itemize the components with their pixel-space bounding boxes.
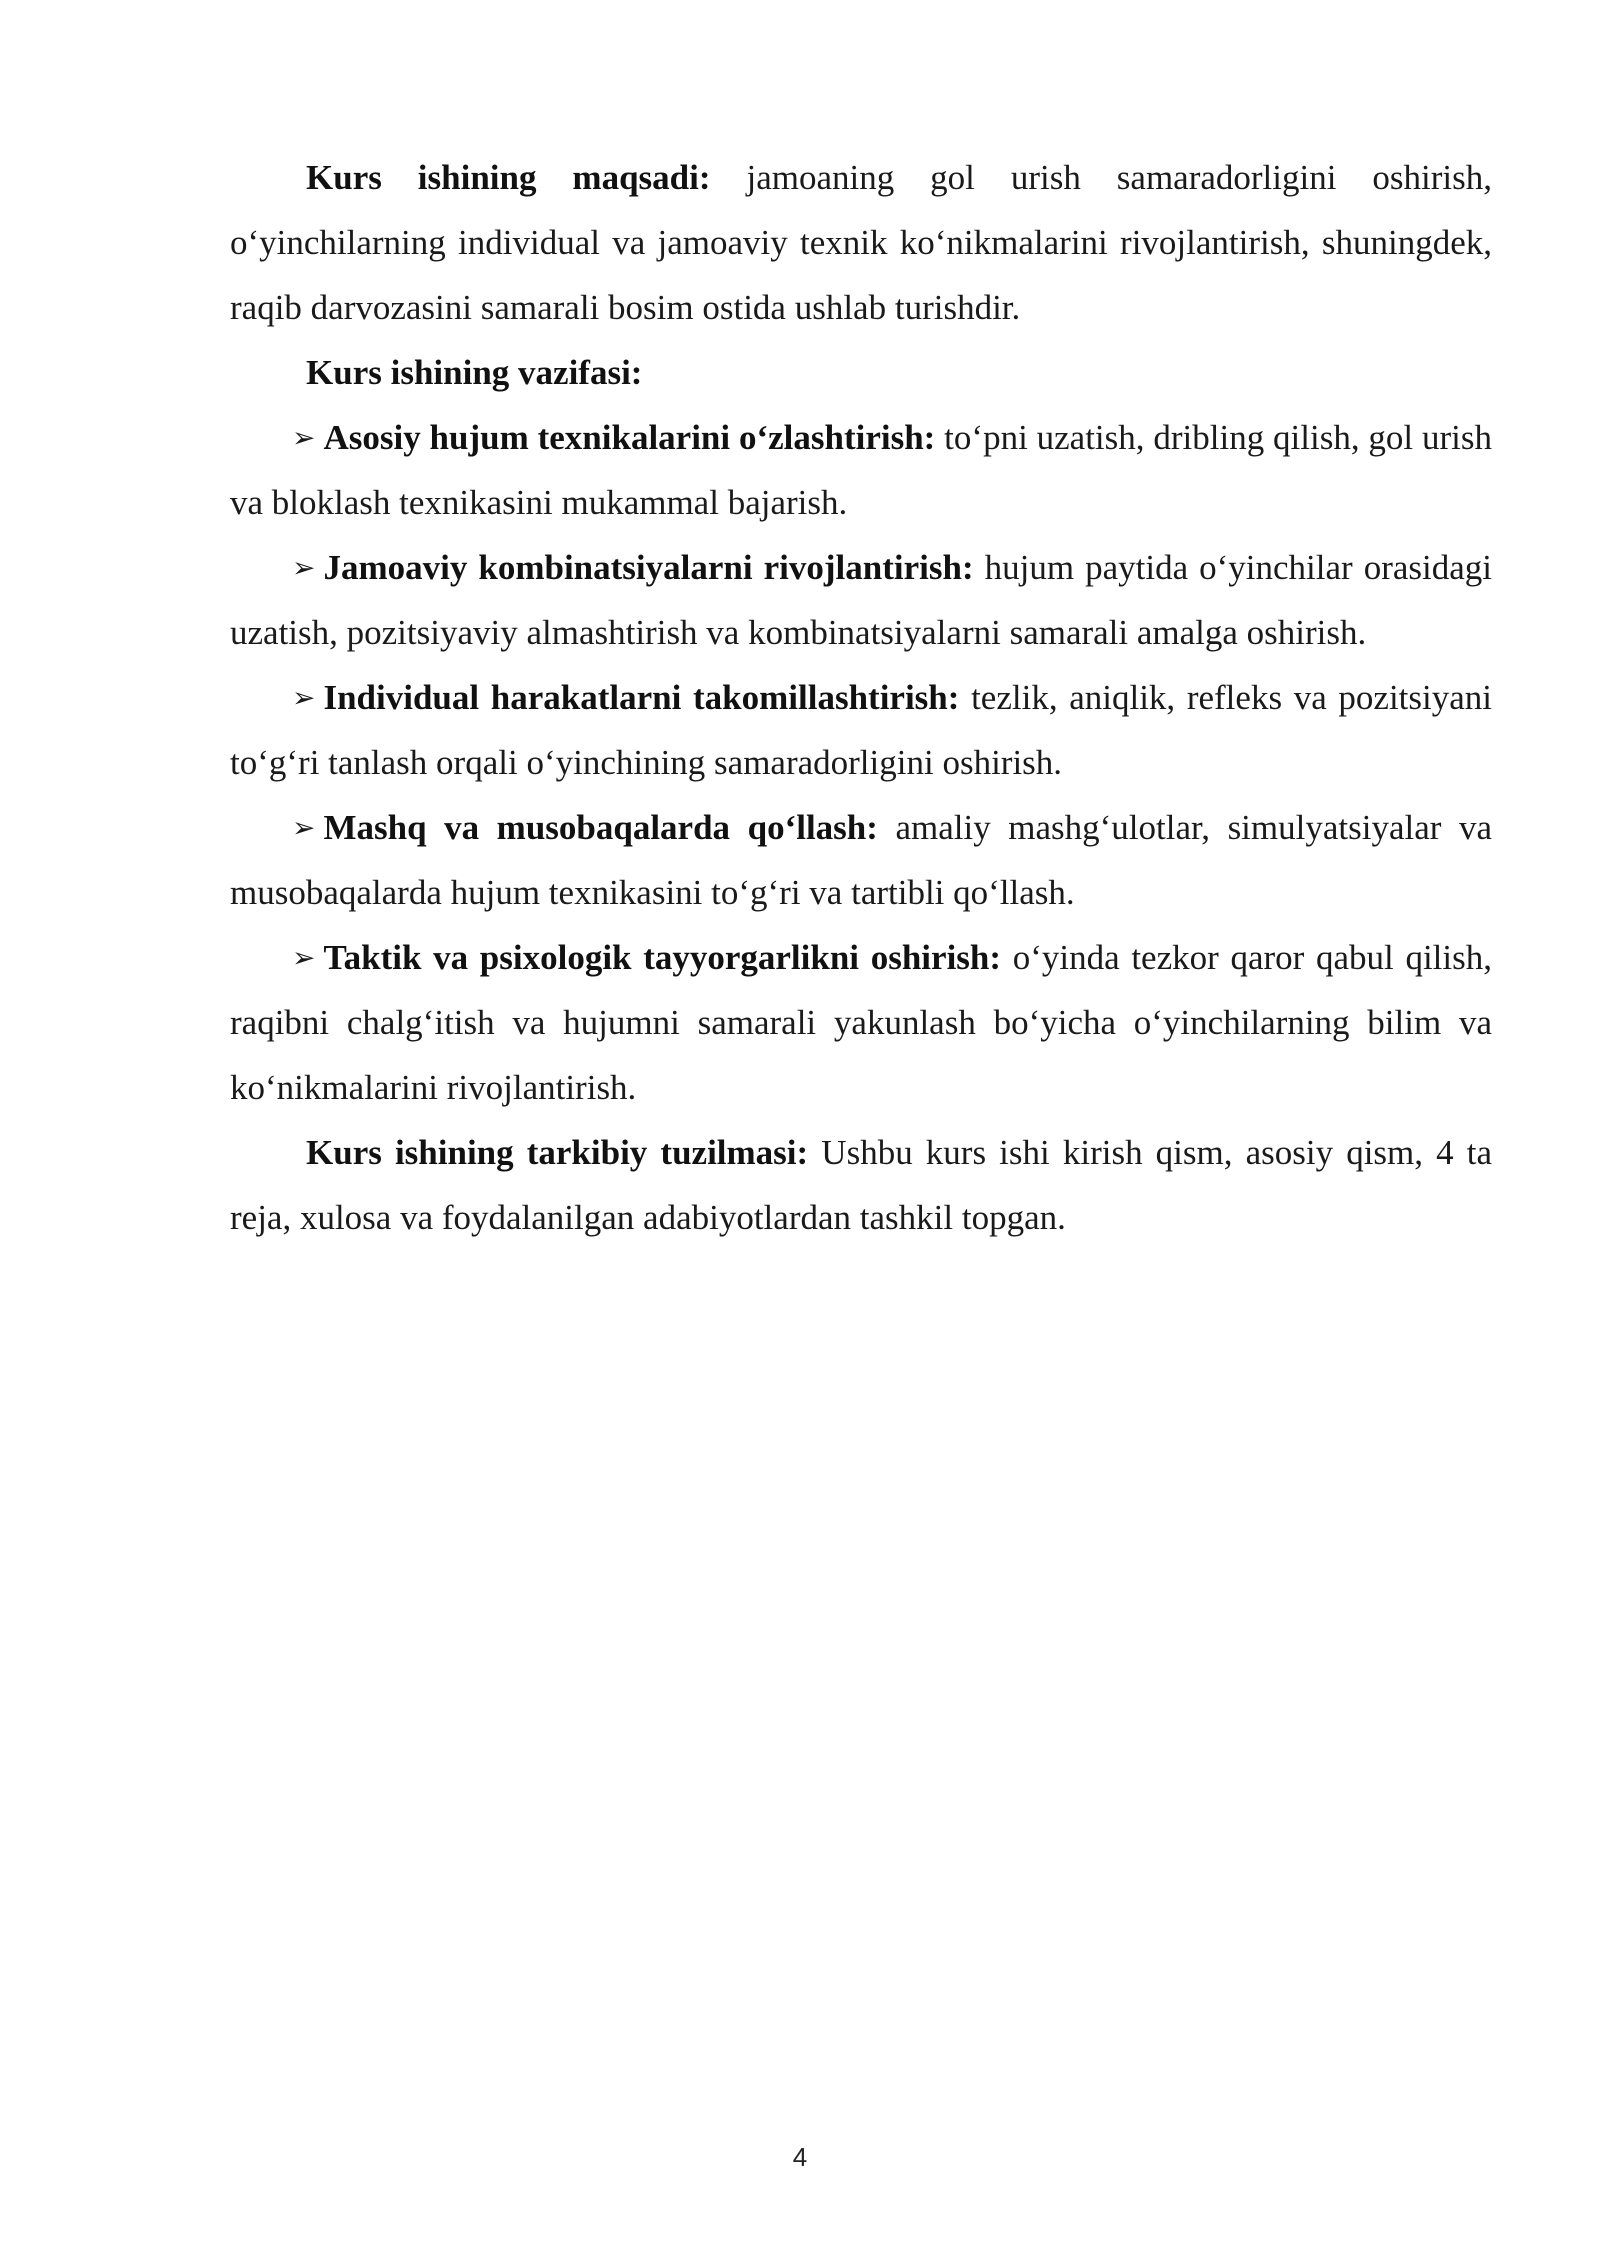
tasks-heading: Kurs ishining vazifasi: [306,353,643,392]
task-item [230,795,1492,925]
task-text: o‘yinda tezkor qaror qabul qilish, raqibni chalg‘itish va hujumni samarali yakunlash bo‘yicha o‘yinchilarning bilim va ko‘nikmalarini rivojlantirish. [230,938,1492,1107]
page-number: 4 [792,2142,808,2172]
goal-paragraph [230,145,1492,340]
structure-text: Ushbu kurs ishi kirish qism, asosiy qism, 4 ta reja, xulosa va foydalanilgan adabiyotlardan tashkil topgan. [230,1133,1492,1237]
task-item [230,405,1492,535]
task-label: Individual harakatlarni takomillashtirish: [323,678,960,717]
task-item [230,925,1492,1120]
arrow-bullet-icon: ➢ [292,551,316,584]
task-item [230,665,1492,795]
task-label: Mashq va musobaqalarda qo‘llash: [323,808,878,847]
structure-paragraph [230,1120,1492,1250]
task-text: tezlik, aniqlik, refleks va pozitsiyani to‘g‘ri tanlash orqali o‘yinchining samaradorligini oshirish. [230,678,1492,782]
task-item [230,535,1492,665]
arrow-bullet-icon: ➢ [292,681,316,714]
task-label: Asosiy hujum texnikalarini o‘zlashtirish: [323,418,936,457]
tasks-heading-paragraph [230,340,1492,405]
structure-label: Kurs ishining tarkibiy tuzilmasi: [306,1133,809,1172]
task-text: hujum paytida o‘yinchilar orasidagi uzatish, pozitsiyaviy almashtirish va kombinatsiyalarni samarali amalga oshirish. [230,548,1493,652]
arrow-bullet-icon: ➢ [292,421,316,454]
task-text: to‘pni uzatish, dribling qilish, gol urish va bloklash texnikasini mukammal bajarish. [230,418,1492,522]
arrow-bullet-icon: ➢ [292,941,316,974]
goal-label: Kurs ishining maqsadi: [306,158,711,197]
goal-text: jamoaning gol urish samaradorligini oshirish, o‘yinchilarning individual va jamoaviy texnik ko‘nikmalarini rivojlantirish, shuningdek, raqib darvozasini samarali bosim ostida ushlab turishdir. [230,158,1493,327]
task-label: Taktik va psixologik tayyorgarlikni oshirish: [323,938,1002,977]
task-text: amaliy mashg‘ulotlar, simulyatsiyalar va musobaqalarda hujum texnikasini to‘g‘ri va tartibli qo‘llash. [230,808,1492,912]
document-body [230,145,1492,1250]
arrow-bullet-icon: ➢ [292,811,316,844]
task-label: Jamoaviy kombinatsiyalarni rivojlantirish: [323,548,974,587]
